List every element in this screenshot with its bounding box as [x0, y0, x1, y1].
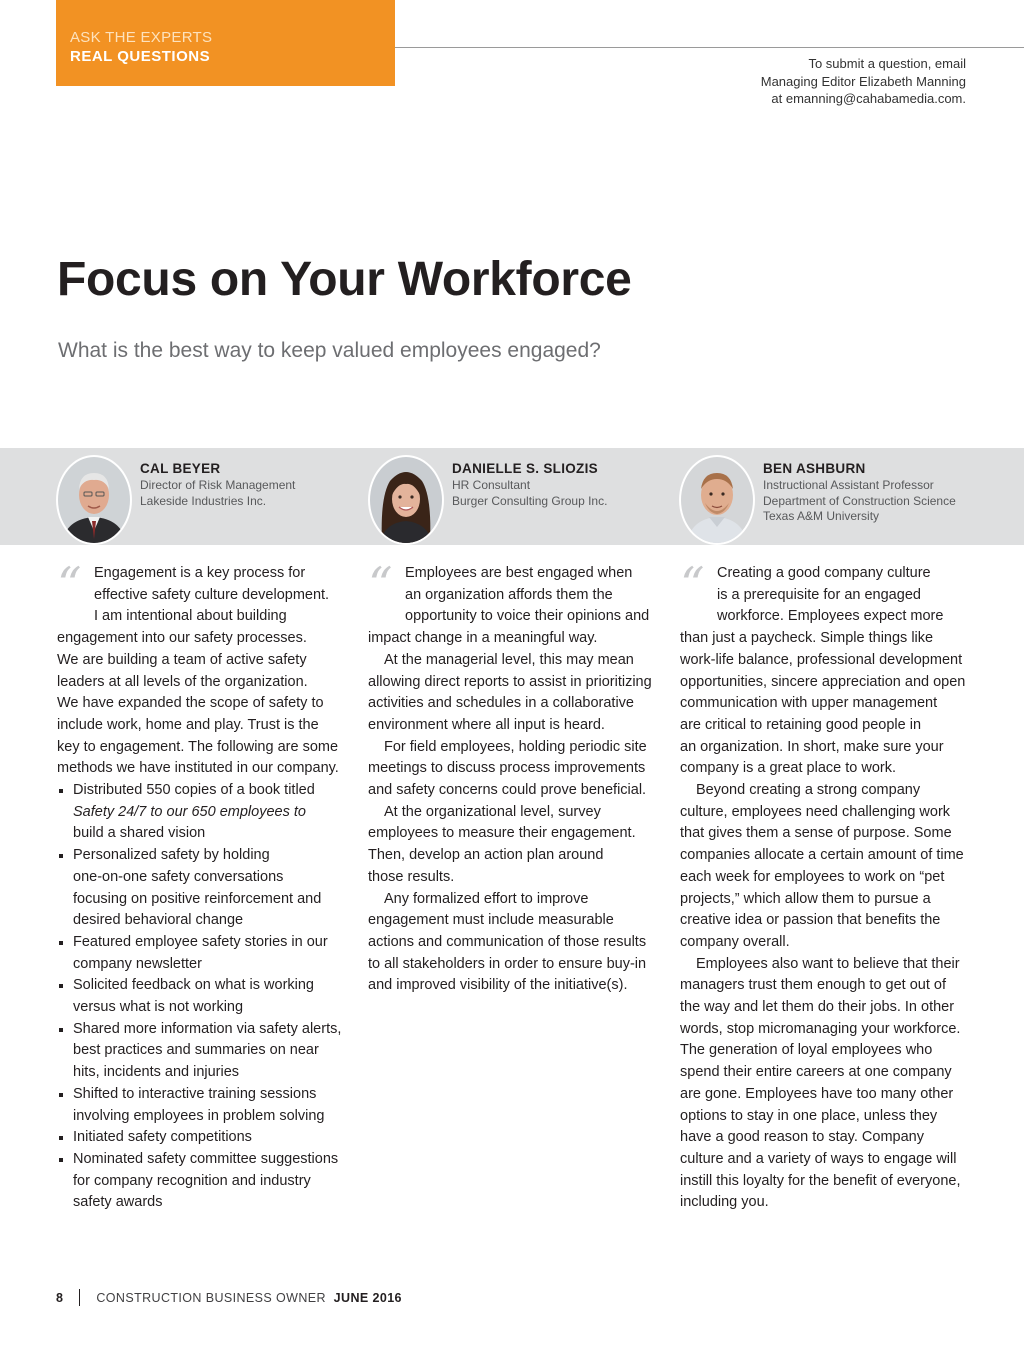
bullet-text: focusing on positive reinforcement and — [73, 890, 322, 907]
text-line: impact change in a meaningful way. — [368, 630, 598, 647]
expert-department-line: Department of Construction Science — [763, 493, 956, 508]
text-line: company is a great place to work. — [680, 760, 896, 777]
bullet-text: Shifted to interactive training sessions — [73, 1085, 317, 1102]
text-line: The generation of loyal employees who — [680, 1042, 933, 1059]
bullet-list — [57, 780, 347, 1214]
page-number: 8 — [56, 1291, 64, 1305]
expert-title-line: Director of Risk Management — [140, 478, 296, 492]
text-line: projects,” which allow them to pursue a — [680, 890, 931, 907]
text-line: allowing direct reports to assist in prioritizing — [368, 673, 652, 690]
bullet-text: company newsletter — [73, 955, 202, 972]
experts-panel — [0, 448, 1024, 545]
text-line: is a prerequisite for an engaged — [717, 586, 921, 603]
bullet-item — [57, 845, 347, 867]
expert-title-line: HR Consultant — [452, 478, 531, 492]
text-line: opportunity to voice their opinions and — [405, 608, 650, 625]
text-line: Employees also want to believe that their — [696, 955, 960, 972]
bullet-text: desired behavioral change — [73, 912, 244, 929]
text-line: communication with upper management — [680, 695, 938, 712]
bullet-item — [57, 975, 347, 997]
text-line: the way and let them do their jobs. In other — [680, 999, 955, 1016]
text-line: that gives them a sense of purpose. Some — [680, 825, 952, 842]
portrait-icon — [370, 457, 442, 543]
text-line: opportunities, sincere appreciation and open — [680, 673, 966, 690]
text-line: companies allocate a certain amount of time — [680, 847, 964, 864]
text-line: key to engagement. The following are some — [57, 738, 339, 755]
submission-line: at emanning@cahabamedia.com. — [771, 91, 966, 106]
expert-company-line: Lakeside Industries Inc. — [140, 493, 267, 508]
page-footer — [56, 1289, 402, 1306]
section-kicker: ASK THE EXPERTS — [70, 29, 213, 46]
text-line: are gone. Employees have too many other — [680, 1085, 954, 1102]
text-line: words, stop micromanaging your workforce. — [680, 1020, 961, 1037]
section-tab — [56, 0, 395, 86]
expert-university-line: Texas A&M University — [763, 509, 880, 523]
bullet-text — [57, 802, 347, 824]
bullet-text: for company recognition and industry — [73, 1172, 311, 1189]
bullet-text: one-on-one safety conversations — [73, 868, 284, 885]
text-line: each week for employees to work on “pet — [680, 868, 945, 885]
text-line: include work, home and play. Trust is the — [57, 716, 319, 733]
bullet-text: best practices and summaries on near — [73, 1042, 319, 1059]
text-line: engagement must include measurable — [368, 912, 614, 929]
footer-divider — [79, 1289, 80, 1306]
bullet-item — [57, 780, 347, 802]
text-line: have a good reason to stay. Company — [680, 1129, 924, 1146]
text-line: company overall. — [680, 933, 790, 950]
expert-name: DANIELLE S. SLIOZIS — [452, 461, 598, 476]
submission-line: To submit a question, email — [808, 56, 966, 71]
text-line: those results. — [368, 868, 455, 885]
text-line: effective safety culture development. — [94, 586, 330, 603]
text-line: culture and a variety of ways to engage will — [680, 1150, 957, 1167]
text-line: leaders at all levels of the organization. — [57, 673, 308, 690]
text-line: workforce. Employees expect more — [717, 608, 944, 625]
article-deck: What is the best way to keep valued employees engaged? — [58, 339, 601, 362]
bullet-text: Distributed 550 copies of a book titled — [73, 782, 315, 799]
expert-title-line: Instructional Assistant Professor — [763, 478, 934, 492]
text-line: actions and communication of those results — [368, 933, 647, 950]
text-line: Then, develop an action plan around — [368, 847, 604, 864]
bullet-text: Solicited feedback on what is working — [73, 977, 314, 994]
text-line: an organization. In short, make sure your — [680, 738, 944, 755]
text-line: creative idea or passion that benefits the — [680, 912, 941, 929]
expert-photo — [679, 455, 755, 545]
submission-note — [666, 55, 966, 108]
expert-name: BEN ASHBURN — [763, 461, 866, 476]
quote-mark-icon: “ — [57, 557, 82, 613]
bullet-text: Featured employee safety stories in our — [73, 933, 328, 950]
text-line: managers trust them enough to get out of — [680, 977, 946, 994]
text-line: For field employees, holding periodic site — [384, 738, 647, 755]
text-line: We are building a team of active safety — [57, 651, 307, 668]
quote-mark-icon: “ — [368, 557, 393, 613]
text-line: and improved visibility of the initiative(s). — [368, 977, 628, 994]
bullet-text: safety awards — [73, 1194, 163, 1211]
bullet-text: hits, incidents and injuries — [73, 1064, 240, 1081]
text-line: culture, employees need challenging work — [680, 803, 951, 820]
bullet-text-line: Safety 24/7 to our 650 employees to — [73, 803, 306, 820]
text-line: activities and schedules in a collaborative — [368, 695, 634, 712]
text-line: environment where all input is heard. — [368, 716, 605, 733]
bullet-item — [57, 1127, 347, 1149]
bullet-text: Personalized safety by holding — [73, 847, 270, 864]
expert-name: CAL BEYER — [140, 461, 221, 476]
text-line: At the organizational level, survey — [384, 803, 601, 820]
text-line: Creating a good company culture — [717, 565, 931, 581]
text-line: We have expanded the scope of safety to — [57, 695, 324, 712]
section-title: REAL QUESTIONS — [70, 48, 211, 65]
text-line: Beyond creating a strong company — [696, 782, 921, 799]
expert-role — [140, 478, 295, 509]
text-line: engagement into our safety processes. — [57, 630, 307, 647]
bullet-text: Nominated safety committee suggestions — [73, 1150, 339, 1167]
submission-line: Managing Editor Elizabeth Manning — [760, 73, 966, 89]
issue-date: JUNE 2016 — [333, 1291, 402, 1305]
text-line: options to stay in one place, unless they — [680, 1107, 938, 1124]
expert-company-line: Burger Consulting Group Inc. — [452, 493, 608, 508]
text-line: an organization affords them the — [405, 586, 613, 603]
text-line: Employees are best engaged when — [405, 565, 633, 581]
text-line: Any formalized effort to improve — [384, 890, 589, 907]
header-rule — [395, 47, 1024, 48]
text-line: and safety concerns could prove beneficial. — [368, 782, 647, 799]
text-line: to all stakeholders in order to ensure buy-in — [368, 955, 647, 972]
expert-photo — [56, 455, 132, 545]
bullet-item — [57, 1084, 347, 1106]
text-line: meetings to discuss process improvements — [368, 760, 646, 777]
expert-photo — [368, 455, 444, 545]
text-line: work-life balance, professional development — [680, 651, 963, 668]
text-line: employees to measure their engagement. — [368, 825, 636, 842]
publication-name: CONSTRUCTION BUSINESS OWNER — [96, 1291, 326, 1305]
text-line: I am intentional about building — [94, 608, 287, 625]
text-line: are critical to retaining good people in — [680, 716, 922, 733]
bullet-item — [57, 1149, 347, 1171]
expert-role — [763, 478, 956, 525]
article-title: Focus on Your Workforce — [57, 253, 632, 306]
bullet-item — [57, 1019, 347, 1041]
text-line: spend their entire careers at one company — [680, 1064, 952, 1081]
portrait-icon — [58, 457, 130, 543]
bullet-text: Initiated safety competitions — [73, 1129, 252, 1146]
quote-mark-icon: “ — [680, 557, 705, 613]
portrait-icon — [681, 457, 753, 543]
answer-column-beyer — [57, 557, 347, 1214]
bullet-text: build a shared vision — [73, 825, 206, 842]
answer-column-ashburn — [680, 557, 970, 1214]
bullet-text: versus what is not working — [73, 999, 244, 1016]
bullet-text: Shared more information via safety alerts, — [73, 1020, 342, 1037]
text-line: including you. — [680, 1194, 769, 1211]
text-line: Engagement is a key process for — [94, 565, 306, 581]
expert-role — [452, 478, 607, 509]
bullet-text: involving employees in problem solving — [73, 1107, 325, 1124]
text-line: At the managerial level, this may mean — [384, 651, 634, 668]
text-line: than just a paycheck. Simple things like — [680, 630, 934, 647]
text-line: methods we have instituted in our company. — [57, 760, 339, 777]
text-line: instill this loyalty for the benefit of everyone, — [680, 1172, 961, 1189]
answer-column-sliozis — [368, 557, 658, 997]
bullet-item — [57, 932, 347, 954]
